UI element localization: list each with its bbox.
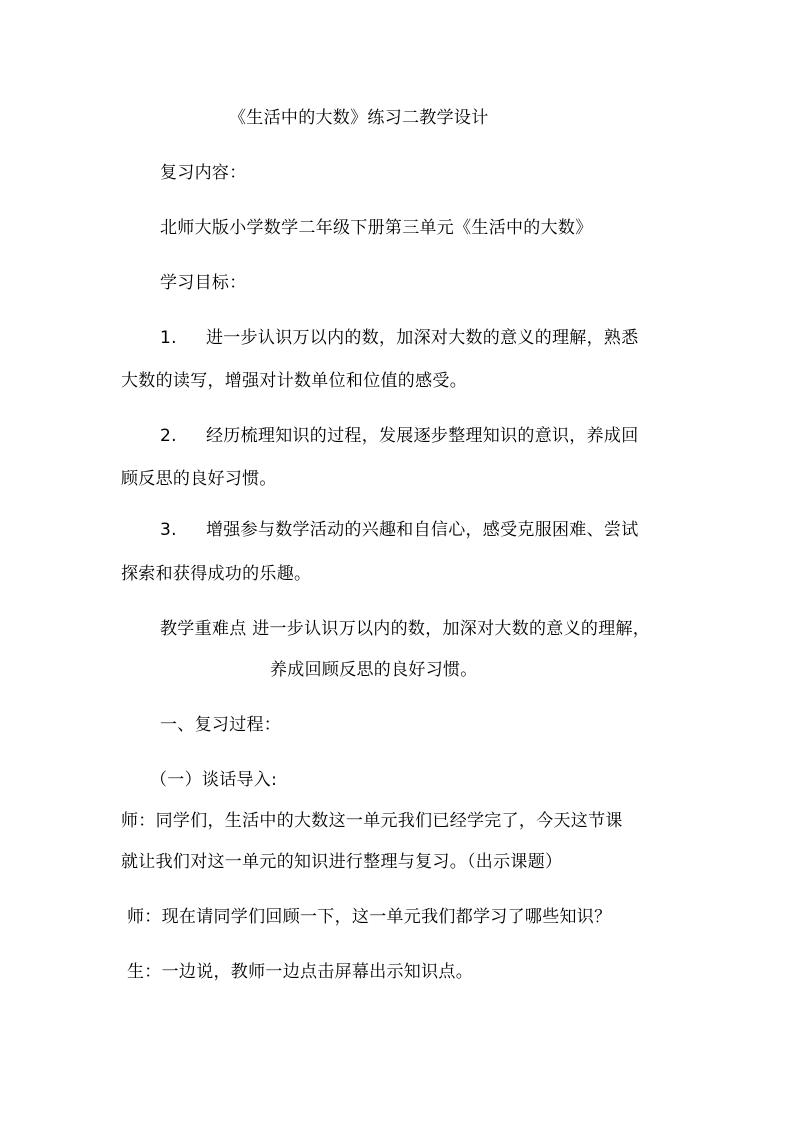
dialogue-line-1: 师：同学们，生活中的大数这一单元我们已经学完了，今天这节课 (121, 811, 623, 831)
objective-3-line-2: 探索和获得成功的乐趣。 (121, 564, 312, 584)
objective-2-line-1 (160, 424, 639, 448)
key-points-line-2: 养成回顾反思的良好习惯。 (270, 660, 478, 680)
review-content-label: 复习内容： (160, 163, 247, 183)
objective-1-number: 1. (160, 328, 177, 348)
objectives-label: 学习目标： (160, 273, 247, 293)
objective-1-line-1 (160, 326, 639, 350)
subsection-one-heading: （一）谈话导入: (150, 770, 278, 790)
dialogue-line-2: 就让我们对这一单元的知识进行整理与复习。（出示课题） (121, 852, 563, 872)
objective-1-text: 进一步认识万以内的数，加深对大数的意义的理解，熟悉 (206, 328, 639, 348)
objective-2-text: 经历梳理知识的过程，发展逐步整理知识的意识，养成回 (206, 426, 639, 446)
objective-3-text: 增强参与数学活动的兴趣和自信心，感受克服困难、尝试 (206, 520, 639, 540)
dialogue-line-4: 生：一边说，教师一边点击屏幕出示知识点。 (127, 962, 473, 982)
objective-2-line-2: 顾反思的良好习惯。 (121, 469, 277, 489)
section-one-heading: 一、复习过程： (160, 715, 282, 735)
review-content-text: 北师大版小学数学二年级下册第三单元《生活中的大数》 (160, 218, 593, 238)
objective-1-line-2: 大数的读写，增强对计数单位和位值的感受。 (121, 371, 467, 391)
key-points-line-1: 教学重难点 进一步认识万以内的数，加深对大数的意义的理解， (160, 619, 651, 639)
objective-3-line-1 (160, 518, 639, 542)
objective-2-number: 2. (160, 426, 177, 446)
dialogue-line-3: 师：现在请同学们回顾一下，这一单元我们都学习了哪些知识？ (127, 907, 612, 927)
document-title: 《生活中的大数》练习二教学设计 (229, 108, 489, 128)
objective-3-number: 3. (160, 520, 177, 540)
